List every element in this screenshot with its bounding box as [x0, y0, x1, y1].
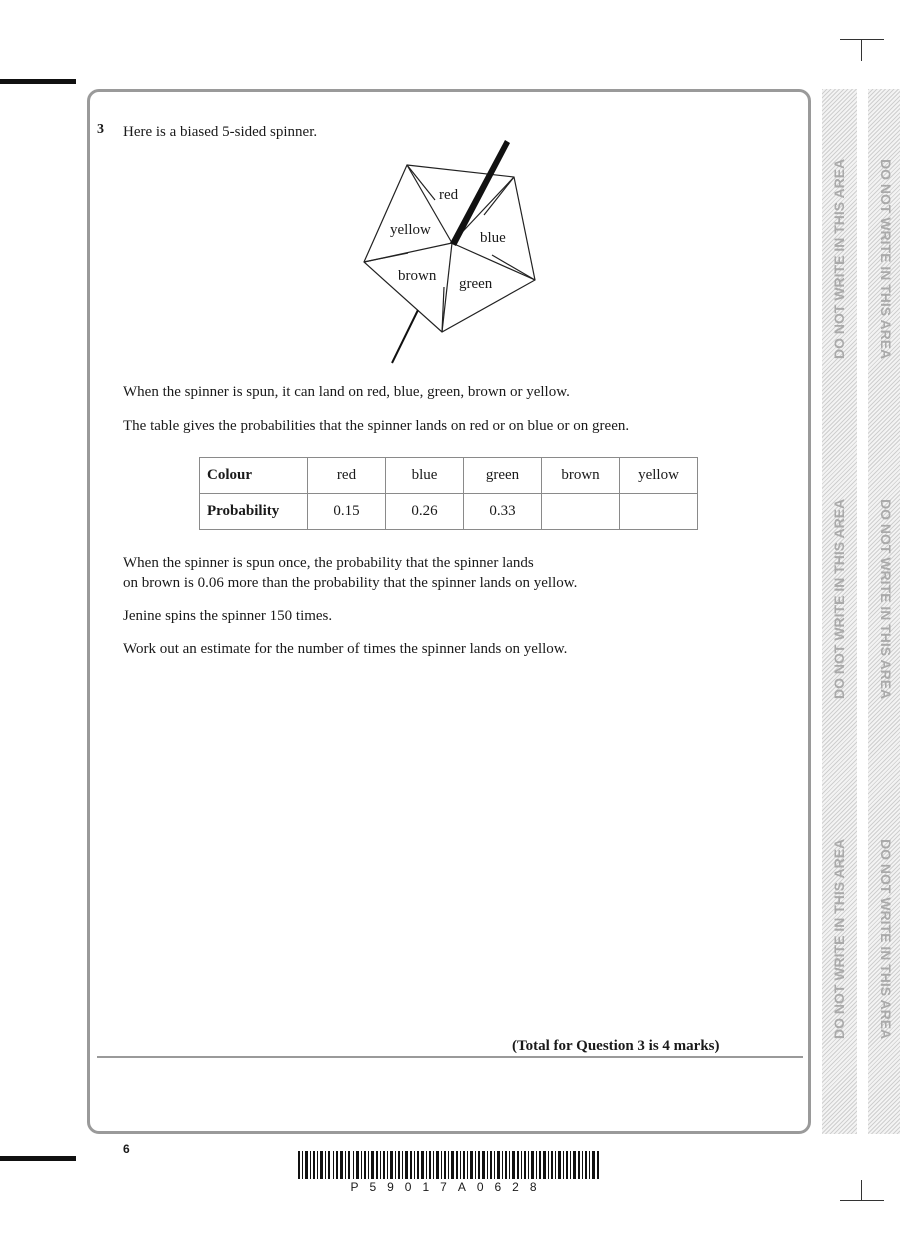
answer-cell-yellow[interactable]	[620, 494, 698, 530]
table-cell: brown	[542, 458, 620, 494]
paragraph-2: The table gives the probabilities that the spinner lands on red or on blue or on green.	[123, 418, 630, 434]
table-cell: green	[464, 458, 542, 494]
label-blue: blue	[480, 230, 506, 246]
paragraph-4: Jenine spins the spinner 150 times.	[123, 608, 333, 624]
margin-warning: DO NOT WRITE IN THIS AREA	[878, 158, 894, 360]
margin-strip-inner	[822, 89, 857, 1134]
barcode	[298, 1151, 600, 1179]
crop-mark-top-left	[0, 79, 76, 84]
answer-cell-brown[interactable]	[542, 494, 620, 530]
table-row-probability	[200, 494, 698, 530]
page-number: 6	[123, 1142, 130, 1156]
table-cell: 0.33	[464, 494, 542, 530]
table-row-colour	[200, 458, 698, 494]
crop-mark-bottom-right-h	[840, 1200, 884, 1201]
crop-mark-bottom-left	[0, 1156, 76, 1161]
table-cell: yellow	[620, 458, 698, 494]
paragraph-3-line-2: on brown is 0.06 more than the probability that the spinner lands on yellow.	[123, 575, 578, 591]
table-cell: red	[308, 458, 386, 494]
crop-mark-top-right-v	[861, 39, 862, 61]
total-divider	[97, 1056, 803, 1058]
label-brown: brown	[398, 268, 437, 284]
crop-mark-bottom-right-v	[861, 1180, 862, 1200]
paragraph-5: Work out an estimate for the number of times the spinner lands on yellow.	[123, 641, 568, 657]
margin-warning: DO NOT WRITE IN THIS AREA	[878, 838, 894, 1040]
table-header-colour: Colour	[200, 458, 308, 494]
paragraph-3-line-1: When the spinner is spun once, the probability that the spinner lands	[123, 555, 534, 571]
label-green: green	[459, 276, 493, 292]
crop-mark-top-right-h	[840, 39, 884, 40]
barcode-text: P59017A0628	[350, 1180, 548, 1194]
margin-strip-outer	[868, 89, 900, 1134]
table-header-probability: Probability	[200, 494, 308, 530]
table-cell: 0.15	[308, 494, 386, 530]
probability-table	[199, 457, 698, 530]
spinner-diagram	[355, 140, 555, 370]
table-cell: blue	[386, 458, 464, 494]
spinner-pointer-tail	[392, 310, 418, 363]
margin-warning: DO NOT WRITE IN THIS AREA	[831, 838, 847, 1040]
margin-warning: DO NOT WRITE IN THIS AREA	[831, 498, 847, 700]
label-red: red	[439, 187, 459, 203]
paragraph-1: When the spinner is spun, it can land on red, blue, green, brown or yellow.	[123, 384, 570, 400]
question-intro: Here is a biased 5-sided spinner.	[123, 124, 318, 140]
table-cell: 0.26	[386, 494, 464, 530]
margin-warning: DO NOT WRITE IN THIS AREA	[831, 158, 847, 360]
question-number: 3	[97, 122, 104, 137]
total-marks: (Total for Question 3 is 4 marks)	[512, 1038, 720, 1054]
label-yellow: yellow	[390, 222, 431, 238]
margin-warning: DO NOT WRITE IN THIS AREA	[878, 498, 894, 700]
